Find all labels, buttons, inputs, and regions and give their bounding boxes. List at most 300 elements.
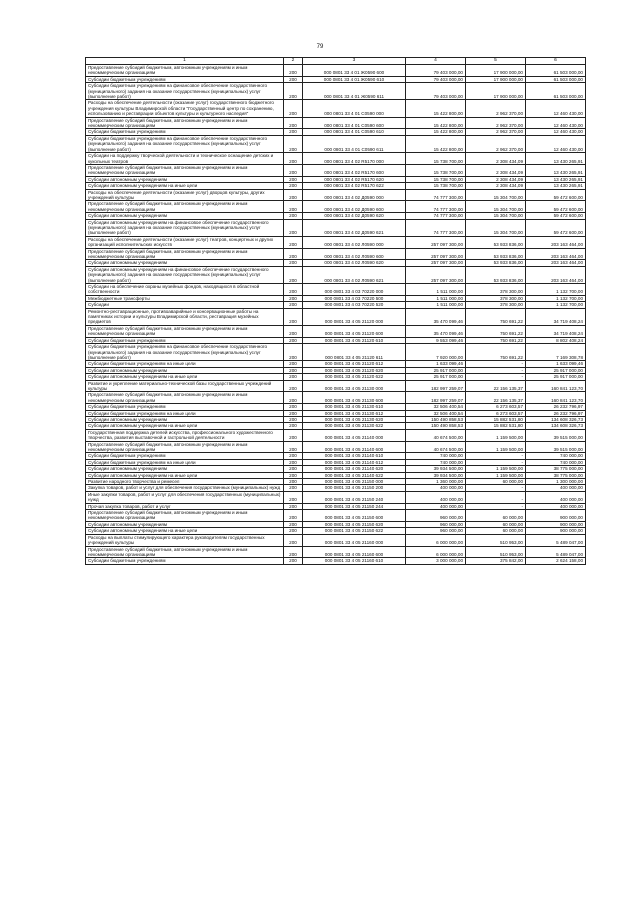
- row-value-col4: 960 000,00: [406, 528, 466, 534]
- row-value-col4: 15 422 800,00: [406, 129, 466, 135]
- row-name-cell: Межбюджетные трансферты: [86, 295, 284, 301]
- row-value-col4: 15 738 700,00: [406, 176, 466, 182]
- row-value-col5: -: [466, 453, 526, 459]
- row-grbs-cell: 200: [284, 100, 303, 117]
- row-value-col6: 13 430 265,91: [526, 183, 586, 189]
- row-name-cell: Расходы на выплаты стимулирующего характера руководителям государственных учреждений культуры: [86, 534, 284, 546]
- row-code-cell: 000 0801 33 4 05 21120 610: [303, 337, 406, 343]
- row-value-col5: 510 953,00: [466, 546, 526, 558]
- row-name-cell: Предоставление субсидий бюджетным, автономным учреждениям и иным некоммерческим организациям: [86, 441, 284, 453]
- row-grbs-cell: 200: [284, 183, 303, 189]
- row-value-col4: 740 000,00: [406, 453, 466, 459]
- row-value-col6: 1 132 700,00: [526, 302, 586, 308]
- row-value-col5: 2 308 434,09: [466, 153, 526, 165]
- row-grbs-cell: 200: [284, 361, 303, 367]
- table-row: [86, 416, 586, 422]
- row-value-col4: 79 403 000,00: [406, 76, 466, 82]
- row-code-cell: 000 0801 33 4 02 Д0590 600: [303, 201, 406, 213]
- table-row: [86, 176, 586, 182]
- row-value-col5: -: [466, 361, 526, 367]
- row-name-cell: Предоставление субсидий бюджетным, автономным учреждениям и иным некоммерческим организациям: [86, 248, 284, 260]
- row-value-col5: -: [466, 485, 526, 491]
- table-row: [86, 284, 586, 296]
- row-name-cell: Субсидии бюджетным учреждениям на финансовое обеспечение государственного (муниципального) задания на оказание государственных (муниципальных) услуг (выполнение работ): [86, 344, 284, 361]
- table-row: [86, 479, 586, 485]
- row-value-col5: 22 156 135,37: [466, 392, 526, 404]
- row-value-col5: 15 304 700,00: [466, 189, 526, 201]
- row-value-col5: 2 962 370,00: [466, 100, 526, 117]
- row-value-col4: 257 097 300,00: [406, 248, 466, 260]
- row-value-col5: 6 273 603,57: [466, 404, 526, 410]
- row-value-col6: 900 000,00: [526, 521, 586, 527]
- row-value-col4: 960 000,00: [406, 510, 466, 522]
- table-row: [86, 135, 586, 152]
- row-code-cell: 000 0801 33 4 02 R5170 620: [303, 176, 406, 182]
- table-row: [86, 260, 586, 266]
- row-grbs-cell: 200: [284, 266, 303, 283]
- row-name-cell: Субсидии бюджетным учреждениям на иные цели: [86, 361, 284, 367]
- row-value-col6: 134 608 326,73: [526, 416, 586, 422]
- row-value-col6: 5 489 047,00: [526, 546, 586, 558]
- row-grbs-cell: 200: [284, 416, 303, 422]
- row-code-cell: 000 0801 33 4 05 21140 000: [303, 429, 406, 441]
- table-row: [86, 201, 586, 213]
- row-value-col6: 34 719 408,24: [526, 308, 586, 325]
- row-value-col4: 257 097 300,00: [406, 266, 466, 283]
- row-grbs-cell: 200: [284, 367, 303, 373]
- table-row: [86, 266, 586, 283]
- row-value-col4: 15 422 800,00: [406, 100, 466, 117]
- row-value-col4: 740 000,00: [406, 459, 466, 465]
- table-row: [86, 534, 586, 546]
- row-code-cell: 000 0801 33 4 05 21160 610: [303, 558, 406, 564]
- budget-table-body: [86, 58, 586, 565]
- row-value-col6: 12 460 430,00: [526, 100, 586, 117]
- row-value-col4: 79 403 000,00: [406, 65, 466, 77]
- row-name-cell: Предоставление субсидий бюджетным, автономным учреждениям и иным некоммерческим организациям: [86, 392, 284, 404]
- row-value-col5: 53 933 836,00: [466, 248, 526, 260]
- table-row: [86, 76, 586, 82]
- table-row: [86, 528, 586, 534]
- column-header: 5: [466, 58, 526, 65]
- row-value-col6: 13 430 265,91: [526, 164, 586, 176]
- row-code-cell: 000 0801 33 4 05 21130 610: [303, 404, 406, 410]
- row-value-col4: 400 000,00: [406, 485, 466, 491]
- row-grbs-cell: 200: [284, 453, 303, 459]
- row-value-col4: 1 633 099,46: [406, 361, 466, 367]
- row-name-cell: Субсидии автономным учреждениям: [86, 416, 284, 422]
- table-row: [86, 325, 586, 337]
- column-header: 3: [303, 58, 406, 65]
- row-value-col4: 400 000,00: [406, 503, 466, 509]
- row-value-col6: 740 000,00: [526, 459, 586, 465]
- row-value-col4: 39 934 500,00: [406, 472, 466, 478]
- row-value-col5: 1 159 500,00: [466, 466, 526, 472]
- row-value-col4: 400 000,00: [406, 491, 466, 503]
- row-value-col6: 1 633 099,46: [526, 361, 586, 367]
- row-grbs-cell: 200: [284, 260, 303, 266]
- row-name-cell: Предоставление субсидий бюджетным, автономным учреждениям и иным некоммерческим организациям: [86, 546, 284, 558]
- row-name-cell: Закупка товаров, работ и услуг для обеспечения государственных (муниципальных) нужд: [86, 485, 284, 491]
- table-row: [86, 164, 586, 176]
- row-value-col4: 3 000 000,00: [406, 558, 466, 564]
- row-grbs-cell: 200: [284, 337, 303, 343]
- table-row: [86, 236, 586, 248]
- row-grbs-cell: 200: [284, 153, 303, 165]
- row-value-col6: 740 000,00: [526, 453, 586, 459]
- row-value-col6: 1 132 700,00: [526, 284, 586, 296]
- row-grbs-cell: 200: [284, 534, 303, 546]
- row-value-col5: -: [466, 503, 526, 509]
- row-code-cell: 000 0801 33 4 02 Л0590 000: [303, 236, 406, 248]
- row-name-cell: Расходы на обеспечение деятельности (оказание услуг) дворцов культуры, других учреждений культуры: [86, 189, 284, 201]
- row-value-col6: 1 132 700,00: [526, 295, 586, 301]
- row-name-cell: Прочая закупка товаров, работ и услуг: [86, 503, 284, 509]
- row-name-cell: Субсидии бюджетным учреждениям: [86, 129, 284, 135]
- row-value-col5: 60 000,00: [466, 521, 526, 527]
- row-name-cell: Субсидии автономным учреждениям на иные цели: [86, 183, 284, 189]
- row-value-col6: 1 300 000,00: [526, 479, 586, 485]
- row-code-cell: 000 0801 33 4 02 Л0590 620: [303, 260, 406, 266]
- row-name-cell: Предоставление субсидий бюджетным, автономным учреждениям и иным некоммерческим организациям: [86, 117, 284, 129]
- row-name-cell: Субсидии бюджетным учреждениям: [86, 558, 284, 564]
- table-row: [86, 219, 586, 236]
- row-value-col5: 510 953,00: [466, 534, 526, 546]
- row-value-col4: 79 403 000,00: [406, 83, 466, 100]
- row-value-col5: 750 691,22: [466, 325, 526, 337]
- row-value-col4: 150 490 858,53: [406, 416, 466, 422]
- row-grbs-cell: 200: [284, 295, 303, 301]
- row-value-col5: 60 000,00: [466, 510, 526, 522]
- row-code-cell: 000 0801 33 4 05 21140 620: [303, 466, 406, 472]
- row-name-cell: Развитие и укрепление материально-технической базы государственных учреждений культуры: [86, 380, 284, 392]
- column-header: 4: [406, 58, 466, 65]
- column-header: 1: [86, 58, 284, 65]
- row-grbs-cell: 200: [284, 248, 303, 260]
- row-name-cell: Субсидии автономным учреждениям на иные цели: [86, 374, 284, 380]
- row-code-cell: 000 0801 33 4 01 Ж0590 610: [303, 76, 406, 82]
- table-row: [86, 344, 586, 361]
- row-value-col4: 960 000,00: [406, 521, 466, 527]
- row-value-col6: 59 472 600,00: [526, 201, 586, 213]
- row-value-col5: 378 300,00: [466, 302, 526, 308]
- row-value-col5: -: [466, 491, 526, 503]
- row-code-cell: 000 0801 33 4 05 21140 600: [303, 441, 406, 453]
- column-header: 2: [284, 58, 303, 65]
- row-value-col5: 53 933 836,00: [466, 236, 526, 248]
- table-row: [86, 248, 586, 260]
- row-grbs-cell: 200: [284, 410, 303, 416]
- row-code-cell: 000 0801 33 4 05 21150 200: [303, 485, 406, 491]
- row-code-cell: 000 0801 33 4 05 21120 611: [303, 344, 406, 361]
- row-value-col6: 203 163 464,00: [526, 266, 586, 283]
- row-grbs-cell: 200: [284, 479, 303, 485]
- row-value-col6: 8 802 408,24: [526, 337, 586, 343]
- row-code-cell: 000 0801 33 4 02 Д0590 621: [303, 219, 406, 236]
- column-header: 6: [526, 58, 586, 65]
- row-code-cell: 000 0801 33 4 01 С0590 000: [303, 100, 406, 117]
- row-value-col4: 74 777 300,00: [406, 219, 466, 236]
- table-row: [86, 423, 586, 429]
- row-name-cell: Субсидии автономным учреждениям: [86, 213, 284, 219]
- row-grbs-cell: 200: [284, 201, 303, 213]
- row-value-col6: 25 917 000,00: [526, 374, 586, 380]
- row-grbs-cell: 200: [284, 189, 303, 201]
- row-grbs-cell: 200: [284, 558, 303, 564]
- row-code-cell: 000 0801 33 4 03 70220 520: [303, 302, 406, 308]
- row-value-col6: 900 000,00: [526, 528, 586, 534]
- row-name-cell: Субсидии автономным учреждениям на финансовое обеспечение государственного (муниципального) задания на оказание государственных (муниципальных) услуг (выполнение работ): [86, 266, 284, 283]
- row-grbs-cell: 200: [284, 521, 303, 527]
- row-code-cell: 000 0801 33 4 02 Л0590 621: [303, 266, 406, 283]
- row-value-col6: 26 232 796,97: [526, 410, 586, 416]
- row-grbs-cell: 200: [284, 466, 303, 472]
- row-value-col5: 60 000,00: [466, 479, 526, 485]
- table-row: [86, 558, 586, 564]
- row-code-cell: 000 0801 33 4 02 Д0590 620: [303, 213, 406, 219]
- row-value-col4: 25 917 000,00: [406, 367, 466, 373]
- row-code-cell: 000 0801 33 4 05 21160 000: [303, 534, 406, 546]
- row-code-cell: 000 0801 33 4 05 21150 000: [303, 479, 406, 485]
- row-grbs-cell: 200: [284, 83, 303, 100]
- row-value-col5: 15 882 531,80: [466, 423, 526, 429]
- table-row: [86, 521, 586, 527]
- table-row: [86, 429, 586, 441]
- row-code-cell: 000 0801 33 4 05 21130 000: [303, 380, 406, 392]
- row-value-col5: 60 000,00: [466, 528, 526, 534]
- row-value-col5: 1 159 500,00: [466, 441, 526, 453]
- row-grbs-cell: 200: [284, 429, 303, 441]
- row-name-cell: Предоставление субсидий бюджетным, автономным учреждениям и иным некоммерческим организациям: [86, 164, 284, 176]
- row-value-col6: 25 917 000,00: [526, 367, 586, 373]
- row-value-col6: 34 719 408,24: [526, 325, 586, 337]
- row-value-col4: 40 674 500,00: [406, 429, 466, 441]
- table-row: [86, 308, 586, 325]
- row-value-col6: 203 163 464,00: [526, 260, 586, 266]
- row-grbs-cell: 200: [284, 213, 303, 219]
- row-grbs-cell: 200: [284, 344, 303, 361]
- row-grbs-cell: 200: [284, 219, 303, 236]
- row-grbs-cell: 200: [284, 503, 303, 509]
- row-value-col5: 2 308 434,09: [466, 176, 526, 182]
- row-grbs-cell: 200: [284, 65, 303, 77]
- row-value-col4: 32 506 400,54: [406, 404, 466, 410]
- row-code-cell: 000 0801 33 4 05 21130 612: [303, 410, 406, 416]
- row-code-cell: 000 0801 33 4 05 21140 612: [303, 459, 406, 465]
- row-value-col4: 6 000 000,00: [406, 546, 466, 558]
- table-row: [86, 510, 586, 522]
- row-name-cell: Субсидии автономным учреждениям на иные цели: [86, 423, 284, 429]
- row-grbs-cell: 200: [284, 135, 303, 152]
- row-name-cell: Предоставление субсидий бюджетным, автономным учреждениям и иным некоммерческим организациям: [86, 510, 284, 522]
- row-value-col5: -: [466, 459, 526, 465]
- row-grbs-cell: 200: [284, 117, 303, 129]
- row-value-col4: 182 997 259,07: [406, 392, 466, 404]
- row-value-col5: 17 900 000,00: [466, 65, 526, 77]
- row-value-col6: 12 460 430,00: [526, 129, 586, 135]
- row-name-cell: Субсидии бюджетным учреждениям: [86, 404, 284, 410]
- row-value-col5: 6 273 603,57: [466, 410, 526, 416]
- row-value-col6: 26 232 796,97: [526, 404, 586, 410]
- row-name-cell: Субсидии бюджетным учреждениям на финансовое обеспечение государственного (муниципального) задания на оказание государственных (муниципальных) услуг (выполнение работ): [86, 135, 284, 152]
- row-grbs-cell: 200: [284, 546, 303, 558]
- row-name-cell: Расходы на обеспечение деятельности (оказание услуг) государственного бюджетного учреждения культуры Владимирской области "Государственный центр по сохранению, использованию и реставрации объектов культуры и культурного наследия": [86, 100, 284, 117]
- row-grbs-cell: 200: [284, 374, 303, 380]
- row-grbs-cell: 200: [284, 423, 303, 429]
- row-value-col4: 182 997 259,07: [406, 380, 466, 392]
- row-value-col6: 12 460 430,00: [526, 117, 586, 129]
- row-value-col6: 13 430 265,91: [526, 153, 586, 165]
- row-grbs-cell: 200: [284, 404, 303, 410]
- row-grbs-cell: 200: [284, 302, 303, 308]
- row-code-cell: 000 0801 33 4 05 21150 240: [303, 491, 406, 503]
- row-value-col4: 15 738 700,00: [406, 183, 466, 189]
- row-value-col5: 750 691,22: [466, 308, 526, 325]
- row-value-col4: 39 934 500,00: [406, 466, 466, 472]
- row-name-cell: Субсидии автономным учреждениям на иные цели: [86, 528, 284, 534]
- row-code-cell: 000 0801 33 4 01 С0590 611: [303, 135, 406, 152]
- row-name-cell: Иные закупки товаров, работ и услуг для обеспечения государственных (муниципальных) нужд: [86, 491, 284, 503]
- row-name-cell: Субсидии на обеспечение охраны музейных фондов, находящихся в областной собственности: [86, 284, 284, 296]
- row-code-cell: 000 0801 33 4 05 21150 622: [303, 528, 406, 534]
- row-value-col5: -: [466, 367, 526, 373]
- row-grbs-cell: 200: [284, 459, 303, 465]
- row-code-cell: 000 0801 33 4 02 R5170 000: [303, 153, 406, 165]
- row-value-col5: 15 304 700,00: [466, 201, 526, 213]
- table-row: [86, 466, 586, 472]
- row-name-cell: Субсидии бюджетным учреждениям: [86, 76, 284, 82]
- row-value-col5: 15 304 700,00: [466, 213, 526, 219]
- row-name-cell: Субсидии автономным учреждениям: [86, 466, 284, 472]
- row-value-col4: 74 777 300,00: [406, 213, 466, 219]
- row-value-col6: 400 000,00: [526, 503, 586, 509]
- table-row: [86, 392, 586, 404]
- row-value-col6: 38 775 000,00: [526, 466, 586, 472]
- row-code-cell: 000 0801 33 4 05 21150 620: [303, 521, 406, 527]
- row-value-col6: 12 460 430,00: [526, 135, 586, 152]
- row-value-col4: 35 470 099,46: [406, 308, 466, 325]
- page-number: 79: [316, 44, 324, 50]
- row-value-col4: 15 738 700,00: [406, 153, 466, 165]
- row-code-cell: 000 0801 33 4 05 21150 600: [303, 510, 406, 522]
- row-code-cell: 000 0801 33 4 02 Л0590 600: [303, 248, 406, 260]
- row-value-col5: 53 933 836,00: [466, 260, 526, 266]
- row-value-col6: 400 000,00: [526, 485, 586, 491]
- row-value-col4: 6 000 000,00: [406, 534, 466, 546]
- row-value-col6: 61 503 000,00: [526, 83, 586, 100]
- row-value-col5: 2 962 370,00: [466, 135, 526, 152]
- row-value-col6: 400 000,00: [526, 491, 586, 503]
- row-value-col5: 15 882 531,80: [466, 416, 526, 422]
- row-value-col4: 15 422 800,00: [406, 135, 466, 152]
- row-value-col4: 15 738 700,00: [406, 164, 466, 176]
- row-value-col6: 203 163 464,00: [526, 248, 586, 260]
- row-value-col6: 2 624 158,00: [526, 558, 586, 564]
- row-name-cell: Государственная поддержка детелей искусства, профессионального художественного творчества, развития выставочной и гастрольной деятельности: [86, 429, 284, 441]
- row-value-col4: 7 920 000,00: [406, 344, 466, 361]
- row-name-cell: Предоставление субсидий бюджетным, автономным учреждениям и иным некоммерческим организациям: [86, 65, 284, 77]
- row-value-col6: 61 503 000,00: [526, 76, 586, 82]
- table-row: [86, 153, 586, 165]
- table-row: [86, 441, 586, 453]
- table-row: [86, 404, 586, 410]
- table-row: [86, 472, 586, 478]
- row-code-cell: 000 0801 33 4 02 Д0590 000: [303, 189, 406, 201]
- row-code-cell: 000 0801 33 4 03 70220 500: [303, 295, 406, 301]
- row-name-cell: Предоставление субсидий бюджетным, автономным учреждениям и иным некоммерческим организациям: [86, 201, 284, 213]
- row-value-col5: 15 304 700,00: [466, 219, 526, 236]
- row-value-col4: 1 511 000,00: [406, 295, 466, 301]
- row-grbs-cell: 200: [284, 441, 303, 453]
- row-value-col6: 38 775 000,00: [526, 472, 586, 478]
- row-value-col6: 7 169 308,78: [526, 344, 586, 361]
- row-code-cell: 000 0801 33 4 05 21120 620: [303, 367, 406, 373]
- row-value-col5: 378 300,00: [466, 295, 526, 301]
- row-name-cell: Субсидии бюджетным учреждениям на финансовое обеспечение государственного (муниципального) задания на оказание государственных (муниципальных) услуг (выполнение работ): [86, 83, 284, 100]
- table-row: [86, 546, 586, 558]
- row-value-col5: 2 308 434,09: [466, 183, 526, 189]
- row-value-col6: 160 841 123,70: [526, 380, 586, 392]
- row-name-cell: Субсидии автономным учреждениям на иные цели: [86, 472, 284, 478]
- row-value-col5: 750 691,22: [466, 337, 526, 343]
- row-code-cell: 000 0801 33 4 05 21160 600: [303, 546, 406, 558]
- row-grbs-cell: 200: [284, 308, 303, 325]
- row-name-cell: Субсидии бюджетным учреждениям на иные цели: [86, 459, 284, 465]
- row-code-cell: 000 0801 33 4 05 21120 612: [303, 361, 406, 367]
- row-value-col6: 59 472 600,00: [526, 213, 586, 219]
- row-code-cell: 000 0801 33 4 01 С0590 610: [303, 129, 406, 135]
- row-value-col4: 32 506 400,54: [406, 410, 466, 416]
- row-code-cell: 000 0801 33 4 02 R5170 600: [303, 164, 406, 176]
- row-value-col5: 17 900 000,00: [466, 76, 526, 82]
- budget-table: [85, 57, 586, 565]
- row-code-cell: 000 0801 33 4 05 21120 000: [303, 308, 406, 325]
- row-value-col5: 22 156 135,37: [466, 380, 526, 392]
- row-value-col6: 59 472 600,00: [526, 189, 586, 201]
- row-value-col6: 900 000,00: [526, 510, 586, 522]
- row-code-cell: 000 0801 33 4 01 С0590 600: [303, 117, 406, 129]
- row-code-cell: 000 0801 33 4 05 21120 622: [303, 374, 406, 380]
- row-value-col4: 35 470 099,46: [406, 325, 466, 337]
- table-row: [86, 213, 586, 219]
- row-grbs-cell: 200: [284, 510, 303, 522]
- row-name-cell: Субсидии автономным учреждениям: [86, 521, 284, 527]
- row-name-cell: Субсидии автономным учреждениям на финансовое обеспечение государственного (муниципального) задания на оказание государственных (муниципальных) услуг (выполнение работ): [86, 219, 284, 236]
- table-header-row: [86, 58, 586, 65]
- row-code-cell: 000 0801 33 4 01 Ж0590 600: [303, 65, 406, 77]
- row-grbs-cell: 200: [284, 236, 303, 248]
- row-value-col6: 203 163 464,00: [526, 236, 586, 248]
- row-code-cell: 000 0801 33 4 05 21150 244: [303, 503, 406, 509]
- row-code-cell: 000 0801 33 4 01 Ж0590 611: [303, 83, 406, 100]
- row-value-col5: 1 159 500,00: [466, 472, 526, 478]
- row-value-col6: 13 430 265,91: [526, 176, 586, 182]
- row-name-cell: Субсидии на поддержку творческой деятельности и техническое оснащение детских и кукольных театров: [86, 153, 284, 165]
- row-name-cell: Развитие народного творчества и ремесел: [86, 479, 284, 485]
- row-name-cell: Субсидии бюджетным учреждениям на иные цели: [86, 410, 284, 416]
- row-name-cell: Субсидии автономным учреждениям: [86, 367, 284, 373]
- row-value-col5: 2 962 370,00: [466, 129, 526, 135]
- row-grbs-cell: 200: [284, 76, 303, 82]
- table-row: [86, 380, 586, 392]
- row-grbs-cell: 200: [284, 284, 303, 296]
- row-value-col6: 134 608 326,73: [526, 423, 586, 429]
- row-code-cell: 000 0801 33 4 03 70220 000: [303, 284, 406, 296]
- row-grbs-cell: 200: [284, 485, 303, 491]
- row-grbs-cell: 200: [284, 164, 303, 176]
- row-value-col5: 750 691,22: [466, 344, 526, 361]
- table-row: [86, 410, 586, 416]
